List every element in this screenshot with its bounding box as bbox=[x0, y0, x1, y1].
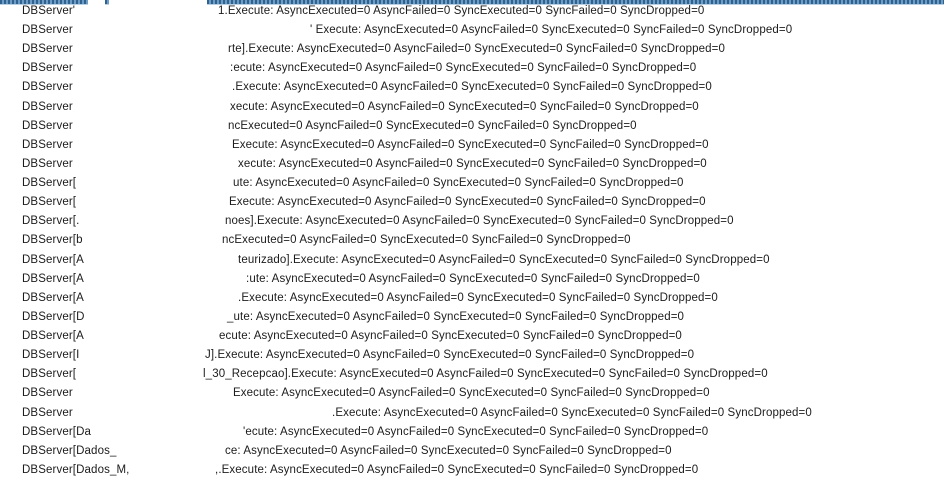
log-line-text: xecute: AsyncExecuted=0 AsyncFailed=0 SyncExecuted=0 SyncFailed=0 SyncDropped=0 bbox=[238, 157, 707, 170]
log-line bbox=[0, 327, 944, 346]
log-line bbox=[0, 231, 944, 250]
log-line bbox=[0, 289, 944, 308]
log-line-text: teurizado].Execute: AsyncExecuted=0 AsyncFailed=0 SyncExecuted=0 SyncFailed=0 SyncDropped=0 bbox=[238, 253, 770, 266]
log-line-prefix: DBServer bbox=[22, 81, 73, 94]
log-line-prefix: DBServer[ bbox=[22, 368, 77, 381]
log-line bbox=[0, 442, 944, 461]
log-line-text: :ute: AsyncExecuted=0 AsyncFailed=0 SyncExecuted=0 SyncFailed=0 SyncDropped=0 bbox=[246, 272, 700, 285]
log-line bbox=[0, 193, 944, 212]
log-line-text: .Execute: AsyncExecuted=0 AsyncFailed=0 SyncExecuted=0 SyncFailed=0 SyncDropped=0 bbox=[238, 291, 718, 304]
log-line-text: ce: AsyncExecuted=0 AsyncFailed=0 SyncExecuted=0 SyncFailed=0 SyncDropped=0 bbox=[225, 444, 672, 457]
log-line-text: 'ecute: AsyncExecuted=0 AsyncFailed=0 SyncExecuted=0 SyncFailed=0 SyncDropped=0 bbox=[243, 425, 709, 438]
log-line-prefix: DBServer[Dados_ bbox=[22, 444, 117, 457]
log-line-prefix: DBServer[ bbox=[22, 196, 77, 209]
log-line bbox=[0, 155, 944, 174]
log-line bbox=[0, 404, 944, 423]
log-line-text: Execute: AsyncExecuted=0 AsyncFailed=0 SyncExecuted=0 SyncFailed=0 SyncDropped=0 bbox=[229, 196, 706, 209]
log-line-prefix: DBServer bbox=[22, 387, 73, 400]
log-line bbox=[0, 384, 944, 403]
log-line bbox=[0, 365, 944, 384]
log-line-prefix: DBServer bbox=[22, 138, 73, 151]
log-line-prefix: DBServer bbox=[22, 119, 73, 132]
log-line-prefix: DBServer[I bbox=[22, 349, 80, 362]
log-line-text: .Execute: AsyncExecuted=0 AsyncFailed=0 SyncExecuted=0 SyncFailed=0 SyncDropped=0 bbox=[332, 406, 812, 419]
log-line-prefix: DBServer[A bbox=[22, 272, 84, 285]
log-line-prefix: DBServer bbox=[22, 43, 73, 56]
log-line-text: Execute: AsyncExecuted=0 AsyncFailed=0 SyncExecuted=0 SyncFailed=0 SyncDropped=0 bbox=[233, 387, 710, 400]
log-line bbox=[0, 59, 944, 78]
log-line-text: noes].Execute: AsyncExecuted=0 AsyncFailed=0 SyncExecuted=0 SyncFailed=0 SyncDropped=0 bbox=[225, 215, 734, 228]
log-line bbox=[0, 117, 944, 136]
log-line-text: .Execute: AsyncExecuted=0 AsyncFailed=0 SyncExecuted=0 SyncFailed=0 SyncDropped=0 bbox=[232, 81, 712, 94]
log-line bbox=[0, 212, 944, 231]
log-line-text: l_30_Recepcao].Execute: AsyncExecuted=0 AsyncFailed=0 SyncExecuted=0 SyncFailed=0 SyncDropped=0 bbox=[203, 368, 768, 381]
log-line-prefix: DBServer[A bbox=[22, 330, 84, 343]
log-line-prefix: DBServer[b bbox=[22, 234, 83, 247]
log-line-prefix: DBServer[A bbox=[22, 291, 84, 304]
log-line-text: ncExecuted=0 AsyncFailed=0 SyncExecuted=0 SyncFailed=0 SyncDropped=0 bbox=[228, 119, 637, 132]
log-line-prefix: DBServer[. bbox=[22, 215, 80, 228]
log-line bbox=[0, 21, 944, 40]
log-line-text: rte].Execute: AsyncExecuted=0 AsyncFailed=0 SyncExecuted=0 SyncFailed=0 SyncDropped=0 bbox=[228, 43, 726, 56]
log-line bbox=[0, 461, 944, 478]
log-line bbox=[0, 174, 944, 193]
log-line bbox=[0, 308, 944, 327]
log-line bbox=[0, 423, 944, 442]
log-line-text: Execute: AsyncExecuted=0 AsyncFailed=0 SyncExecuted=0 SyncFailed=0 SyncDropped=0 bbox=[232, 138, 709, 151]
log-line-text: ,.Execute: AsyncExecuted=0 AsyncFailed=0 SyncExecuted=0 SyncFailed=0 SyncDropped=0 bbox=[215, 463, 699, 476]
log-line-prefix: DBServer bbox=[22, 62, 73, 75]
log-line-prefix: DBServer[Dados_M, bbox=[22, 463, 130, 476]
log-line-prefix: DBServer bbox=[22, 406, 73, 419]
log-line-text: xecute: AsyncExecuted=0 AsyncFailed=0 SyncExecuted=0 SyncFailed=0 SyncDropped=0 bbox=[230, 100, 699, 113]
log-line-prefix: DBServer' bbox=[22, 5, 76, 17]
log-line bbox=[0, 251, 944, 270]
log-line-text: ncExecuted=0 AsyncFailed=0 SyncExecuted=0 SyncFailed=0 SyncDropped=0 bbox=[222, 234, 631, 247]
log-line-prefix: DBServer bbox=[22, 100, 73, 113]
log-line bbox=[0, 40, 944, 59]
log-line-text: 1.Execute: AsyncExecuted=0 AsyncFailed=0 SyncExecuted=0 SyncFailed=0 SyncDropped=0 bbox=[218, 5, 705, 17]
log-line bbox=[0, 136, 944, 155]
log-line bbox=[0, 78, 944, 97]
log-line-text: ute: AsyncExecuted=0 AsyncFailed=0 SyncExecuted=0 SyncFailed=0 SyncDropped=0 bbox=[233, 177, 684, 190]
log-line-prefix: DBServer[D bbox=[22, 310, 85, 323]
log-line-text: ' Execute: AsyncExecuted=0 AsyncFailed=0 SyncExecuted=0 SyncFailed=0 SyncDropped=0 bbox=[310, 24, 793, 37]
log-line bbox=[0, 270, 944, 289]
log-line-text: _ute: AsyncExecuted=0 AsyncFailed=0 SyncExecuted=0 SyncFailed=0 SyncDropped=0 bbox=[227, 310, 685, 323]
log-line bbox=[0, 346, 944, 365]
log-line bbox=[0, 2, 944, 21]
log-line-prefix: DBServer bbox=[22, 24, 73, 37]
log-line bbox=[0, 98, 944, 117]
log-line-prefix: DBServer[ bbox=[22, 177, 77, 190]
log-line-prefix: DBServer[Da bbox=[22, 425, 92, 438]
log-line-prefix: DBServer[A bbox=[22, 253, 84, 266]
log-line-text: :ecute: AsyncExecuted=0 AsyncFailed=0 SyncExecuted=0 SyncFailed=0 SyncDropped=0 bbox=[230, 62, 697, 75]
log-line-text: ecute: AsyncExecuted=0 AsyncFailed=0 SyncExecuted=0 SyncFailed=0 SyncDropped=0 bbox=[219, 330, 682, 343]
log-line-prefix: DBServer bbox=[22, 157, 73, 170]
log-line-text: J].Execute: AsyncExecuted=0 AsyncFailed=0 SyncExecuted=0 SyncFailed=0 SyncDropped=0 bbox=[205, 349, 695, 362]
